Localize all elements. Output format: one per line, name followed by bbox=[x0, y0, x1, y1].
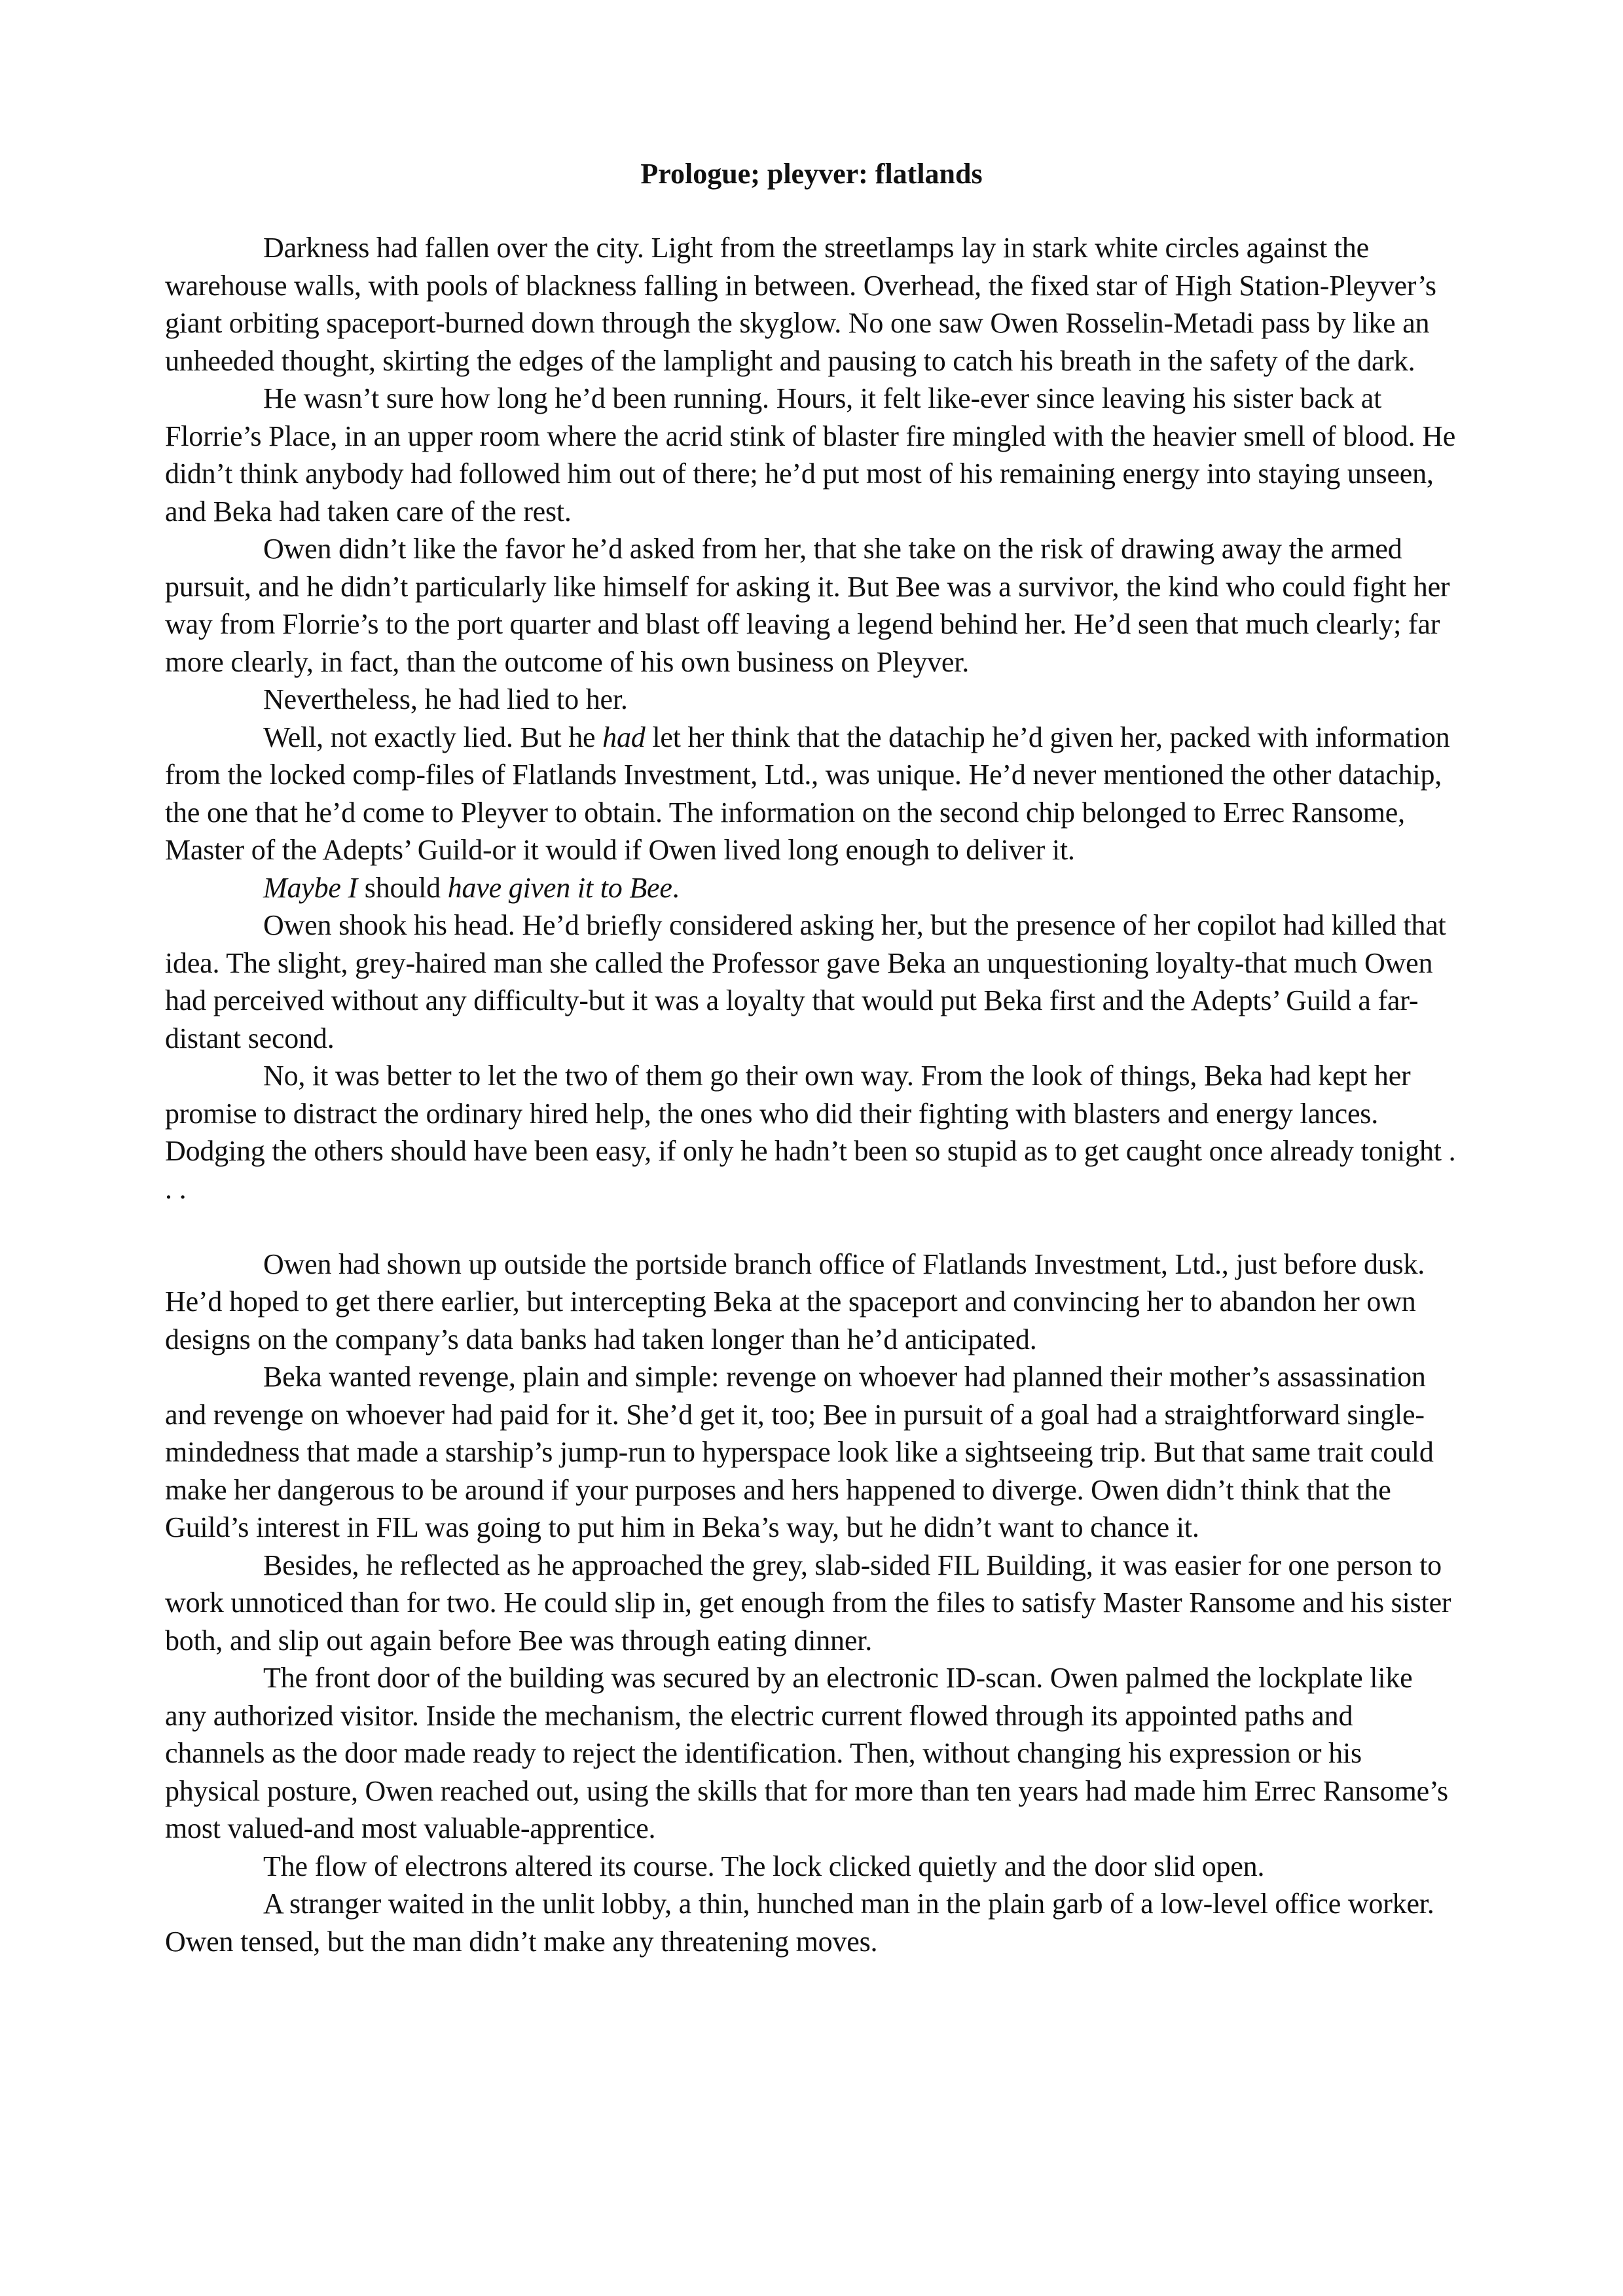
paragraph: A stranger waited in the unlit lobby, a thin, hunched man in the plain garb of a low-level office worker. Owen tensed, but the man didn’t make any threatening moves. bbox=[165, 1888, 1434, 1958]
paragraph: Owen had shown up outside the portside branch office of Flatlands Investment, Ltd., just before dusk. He’d hoped to get there earlier, but intercepting Beka at the spaceport and convincing her to abandon her own designs on the company’s data banks had taken longer than he’d anticipated. bbox=[165, 1247, 1425, 1355]
paragraph-text: . bbox=[672, 871, 680, 904]
thought-paragraph bbox=[165, 869, 1458, 907]
paragraph bbox=[165, 719, 1458, 869]
paragraph: Owen shook his head. He’d briefly considered asking her, but the presence of her copilot had killed that idea. The slight, grey-haired man she called the Professor gave Beka an unquestioning loyalty-that much Owen had perceived without any difficulty-but it was a loyalty that would put Beka first and the Adepts’ Guild a far-distant second. bbox=[165, 909, 1446, 1054]
paragraph: Owen didn’t like the favor he’d asked from her, that she take on the risk of drawing away the armed pursuit, and he didn’t particularly like himself for asking it. But Bee was a survivor, the kind who could fight her way from Florrie’s to the port quarter and blast off leaving a legend behind her. He’d seen that much clearly; far more clearly, in fact, than the outcome of his own business on Pleyver. bbox=[165, 533, 1450, 678]
paragraph-text: let her think that the datachip he’d given her, packed with information from the locked comp-files of Flatlands Investment, Ltd., was unique. He’d never mentioned the other datachip, the one that he’d come to Pleyver to obtain. The information on the second chip belonged to Errec Ransome, Master of the Adepts’ Guild-or it would if Owen lived long enough to deliver it. bbox=[165, 721, 1450, 866]
paragraph: Besides, he reflected as he approached the grey, slab-sided FIL Building, it was easier for one person to work unnoticed than for two. He could slip in, get enough from the files to satisfy Master Ransome and his sister both, and slip out again before Bee was through eating dinner. bbox=[165, 1549, 1451, 1657]
paragraph: Nevertheless, he had lied to her. bbox=[263, 683, 628, 715]
emphasis-text: had bbox=[602, 721, 646, 753]
chapter-body bbox=[165, 229, 1458, 1960]
paragraph-text: should bbox=[357, 871, 448, 904]
paragraph: Darkness had fallen over the city. Light from the streetlamps lay in stark white circles against the warehouse walls, with pools of blackness falling in between. Overhead, the fixed star of High Station-Pleyver’s giant orbiting spaceport-burned down through the skyglow. No one saw Owen Rosselin-Metadi pass by like an unheeded thought, skirting the edges of the lamplight and pausing to catch his breath in the safety of the dark. bbox=[165, 232, 1436, 377]
paragraph-text: Well, not exactly lied. But he bbox=[263, 721, 603, 753]
paragraph: No, it was better to let the two of them go their own way. From the look of things, Beka had kept her promise to distract the ordinary hired help, the ones who did their fighting with blasters and energy lances. Dodging the others should have been easy, if only he hadn’t been so stupid as to get caught once already tonight . . . bbox=[165, 1060, 1456, 1205]
paragraph: Beka wanted revenge, plain and simple: revenge on whoever had planned their mother’s assassination and revenge on whoever had paid for it. She’d get it, too; Bee in pursuit of a goal had a straightforward single-mindedness that made a starship’s jump-run to hyperspace look like a sightseeing trip. But that same trait could make her dangerous to be around if your purposes and hers happened to diverge. Owen didn’t think that the Guild’s interest in FIL was going to put him in Beka’s way, but he didn’t want to chance it. bbox=[165, 1361, 1434, 1543]
paragraph: The front door of the building was secured by an electronic ID-scan. Owen palmed the lockplate like any authorized visitor. Inside the mechanism, the electric current flowed through its appointed paths and channels as the door made ready to reject the identification. Then, without changing his expression or his physical posture, Owen reached out, using the skills that for more than ten years had made him Errec Ransome’s most valued-and most valuable-apprentice. bbox=[165, 1662, 1448, 1844]
emphasis-text: Maybe I bbox=[263, 871, 357, 904]
paragraph: The flow of electrons altered its course. The lock clicked quietly and the door slid open. bbox=[263, 1850, 1265, 1882]
paragraph: He wasn’t sure how long he’d been running. Hours, it felt like-ever since leaving his sister back at Florrie’s Place, in an upper room where the acrid stink of blaster fire mingled with the heavier smell of blood. He didn’t think anybody had followed him out of there; he’d put most of his remaining energy into staying unseen, and Beka had taken care of the rest. bbox=[165, 382, 1456, 528]
chapter-title: Prologue; pleyver: flatlands bbox=[640, 158, 983, 190]
emphasis-text: have given it to Bee bbox=[447, 871, 672, 904]
